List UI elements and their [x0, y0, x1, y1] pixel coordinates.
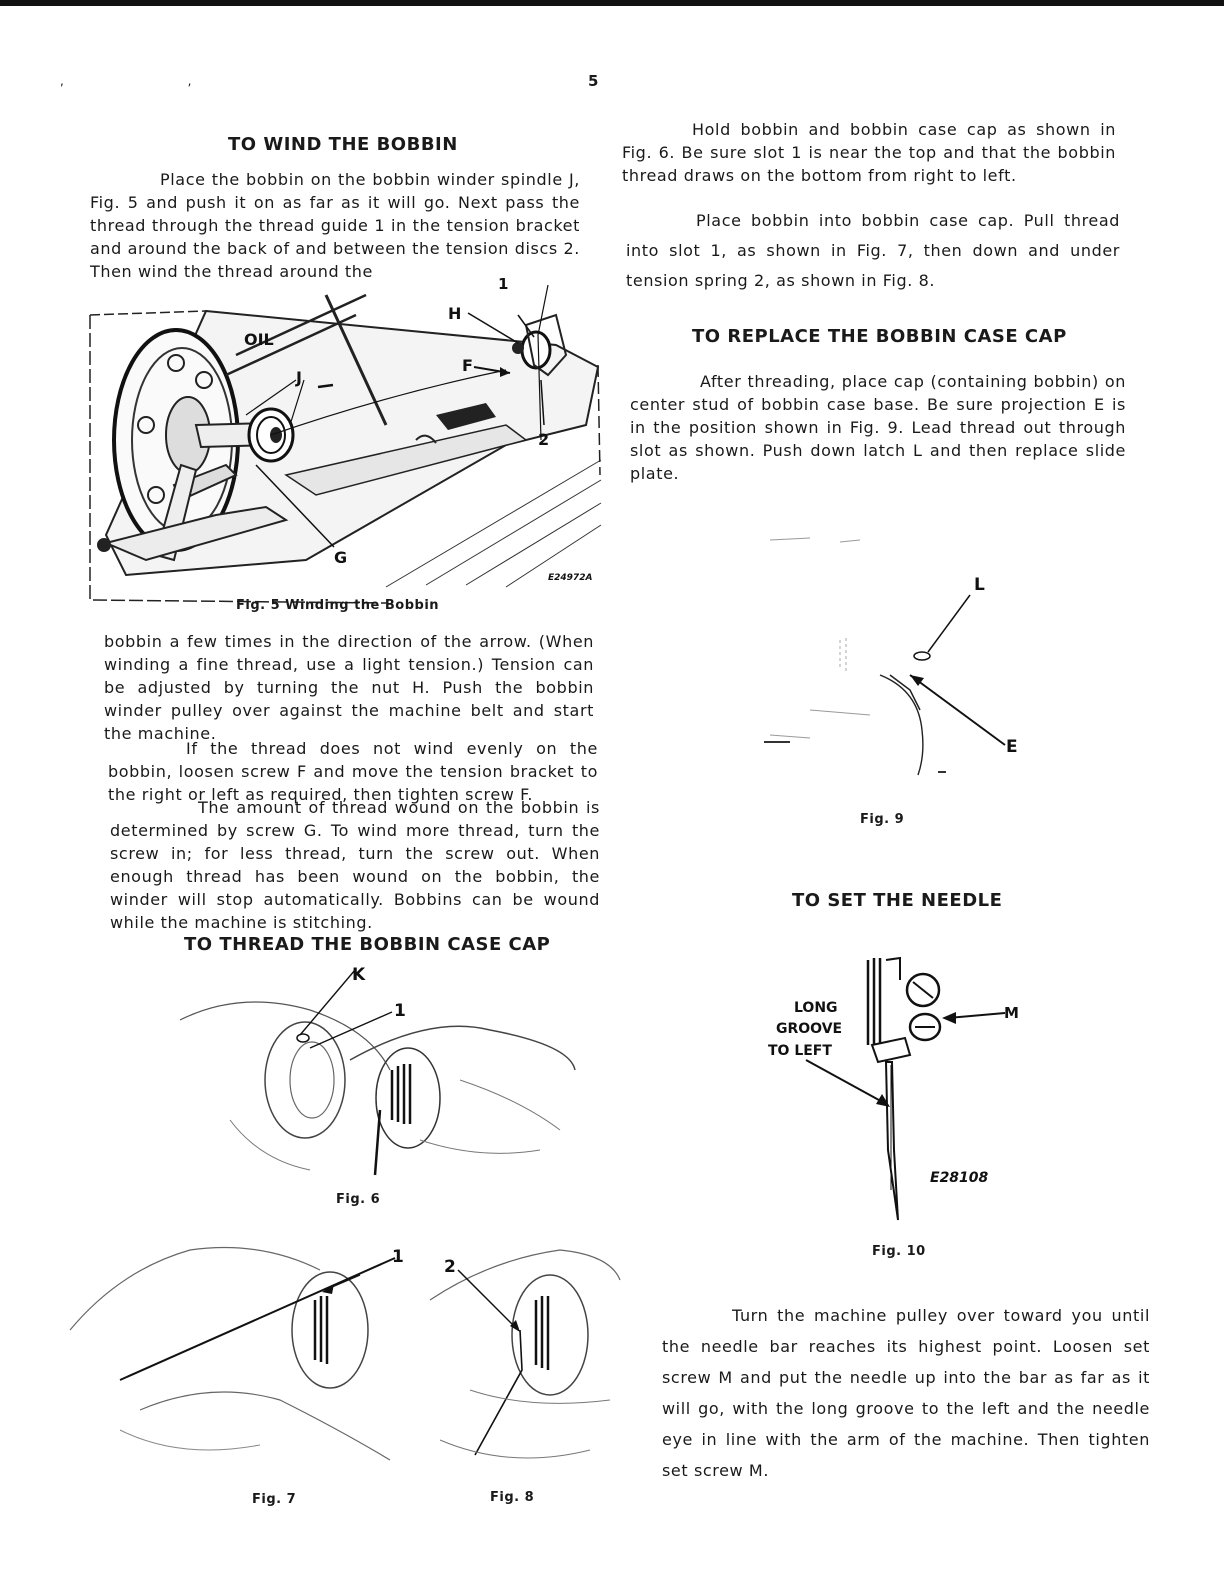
- fig9-label-l: L: [974, 575, 985, 595]
- fig5-label-j: J: [296, 368, 302, 387]
- fig5-label-g: G: [334, 548, 348, 567]
- fig5-label-oil: OIL: [244, 330, 274, 349]
- fig5-code: E24972A: [548, 573, 593, 583]
- fig10-caption: Fig. 10: [872, 1244, 926, 1259]
- fig5-winding-diagram: [86, 275, 606, 607]
- page-number: 5: [588, 72, 599, 90]
- fig10-groove-line2: GROOVE: [776, 1021, 843, 1037]
- fig6-diagram: [160, 960, 590, 1190]
- replace-case-cap-heading: TO REPLACE THE BOBBIN CASE CAP: [692, 326, 1067, 347]
- thread-case-cap-heading: TO THREAD THE BOBBIN CASE CAP: [184, 934, 551, 955]
- fig8-label-2: 2: [444, 1257, 456, 1277]
- fig5-label-2: 2: [538, 430, 550, 449]
- place-bobbin-paragraph: Place bobbin into bobbin case cap. Pull thread into slot 1, as shown in Fig. 7, then down and under tension spring 2, as shown in Fig. 8.: [626, 211, 1120, 290]
- fig10-code: E28108: [930, 1170, 989, 1186]
- fig6-label-k: K: [352, 965, 366, 985]
- fig9-label-e: E: [1006, 737, 1018, 757]
- fig5-label-1: 1: [498, 275, 509, 293]
- fig9-caption: Fig. 9: [860, 812, 905, 827]
- wind-bobbin-paragraph-4: The amount of thread wound on the bobbin is determined by screw G. To wind more thread, turn the screw in; for less thread, turn the screw out. When enough thread has been wound on the bobbin, the winder will stop automatically. Bobbins can be wound while the machine is stitching.: [110, 798, 600, 932]
- fig5-caption: Fig. 5 Winding the Bobbin: [236, 598, 440, 613]
- fig7-caption: Fig. 7: [252, 1492, 297, 1507]
- fig6-label-1: 1: [394, 1001, 406, 1021]
- wind-bobbin-paragraph-1: Place the bobbin on the bobbin winder spindle J, Fig. 5 and push it on as far as it will go. Next pass the thread through the thread guide 1 in the tension bracket and around the back of and between the tension discs 2. Then wind the thread around the: [90, 170, 580, 281]
- fig5-label-f: F: [462, 356, 473, 375]
- fig5-label-h: H: [448, 304, 462, 323]
- fig9-diagram: [750, 520, 1050, 790]
- fig8-diagram: [410, 1240, 630, 1480]
- wind-bobbin-paragraph-3: If the thread does not wind evenly on the bobbin, loosen screw F and move the tension bracket to the right or left as required, then tighten screw F.: [108, 739, 598, 804]
- fig10-label-m: M: [1004, 1004, 1019, 1022]
- margin-marks: , ,: [60, 74, 252, 88]
- hold-bobbin-paragraph: Hold bobbin and bobbin case cap as shown in Fig. 6. Be sure slot 1 is near the top and that the bobbin thread draws on the bottom from right to left.: [622, 120, 1116, 185]
- fig10-groove-line3: TO LEFT: [768, 1043, 832, 1059]
- fig7-diagram: [60, 1230, 430, 1480]
- turn-pulley-paragraph: Turn the machine pulley over toward you until the needle bar reaches its highest point. Loosen set screw M and put the needle up into the bar as far as it will go, with the long groove to the left and the needle eye in line with the arm of the machine. Then tighten set screw M.: [662, 1306, 1150, 1480]
- fig8-caption: Fig. 8: [490, 1490, 535, 1505]
- replace-case-cap-paragraph: After threading, place cap (containing bobbin) on center stud of bobbin case base. Be sure projection E is in the position shown in Fig. 9. Lead thread out through slot as shown. Push down latch L and then replace slide plate.: [630, 372, 1126, 483]
- set-needle-heading: TO SET THE NEEDLE: [792, 890, 1003, 911]
- fig10-groove-line1: LONG: [794, 1000, 838, 1016]
- wind-bobbin-heading: TO WIND THE BOBBIN: [228, 134, 458, 155]
- fig7-label-1: 1: [392, 1247, 404, 1267]
- top-scan-edge: [0, 0, 1224, 6]
- fig10-diagram: [760, 950, 1060, 1225]
- fig6-caption: Fig. 6: [336, 1192, 381, 1207]
- wind-bobbin-paragraph-2: bobbin a few times in the direction of the arrow. (When winding a fine thread, use a light tension.) Tension can be adjusted by turning the nut H. Push the bobbin winder pulley over against the machine belt and start the machine.: [104, 632, 594, 743]
